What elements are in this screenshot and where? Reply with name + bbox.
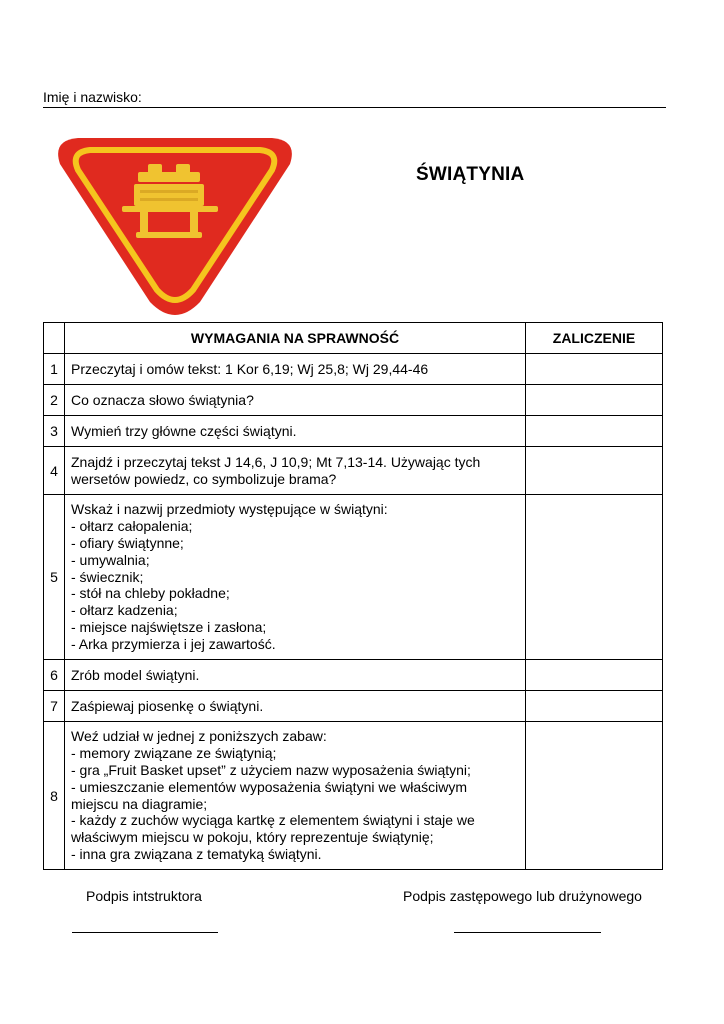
completion-cell[interactable]	[526, 385, 663, 416]
requirement-text	[65, 354, 526, 385]
row-number: 6	[44, 660, 65, 691]
table-row	[44, 495, 663, 660]
table-row	[44, 385, 663, 416]
requirement-line: - stół na chleby pokładne;	[71, 585, 230, 602]
completion-cell[interactable]	[526, 354, 663, 385]
requirement-line: Znajdź i przeczytaj tekst J 14,6, J 10,9; Mt 7,13-14. Używając tych	[71, 453, 481, 470]
requirement-line: wersetów powiedz, co symbolizuje brama?	[71, 470, 337, 487]
table-row	[44, 354, 663, 385]
requirement-line: - gra „Fruit Basket upset” z użyciem nazw wyposażenia świątyni;	[71, 761, 471, 778]
requirement-line: - Arka przymierza i jej zawartość.	[71, 635, 276, 652]
completion-cell[interactable]	[526, 722, 663, 870]
row-number: 5	[44, 495, 65, 660]
table-row	[44, 416, 663, 447]
requirement-line: właściwym miejscu w pokoju, który reprezentuje świątynię;	[71, 829, 434, 846]
requirement-line: - ołtarz całopalenia;	[71, 518, 193, 535]
badge-emblem	[50, 132, 300, 322]
completion-cell[interactable]	[526, 416, 663, 447]
header-completion: ZALICZENIE	[526, 323, 663, 354]
requirement-text	[65, 691, 526, 722]
requirement-line: - świecznik;	[71, 568, 144, 585]
requirement-text	[65, 416, 526, 447]
row-number: 2	[44, 385, 65, 416]
requirement-line: - ofiary świątynne;	[71, 535, 184, 551]
table-row	[44, 691, 663, 722]
requirement-text	[65, 385, 526, 416]
leader-signature-label: Podpis zastępowego lub drużynowego	[403, 888, 642, 904]
completion-cell[interactable]	[526, 495, 663, 660]
header-num	[44, 323, 65, 354]
requirement-line: Zaśpiewaj piosenkę o świątyni.	[71, 697, 264, 714]
requirement-line: Wskaż i nazwij przedmioty występujące w świątyni:	[71, 501, 388, 518]
requirement-text	[65, 722, 526, 870]
requirement-line: - umywalnia;	[71, 551, 150, 568]
requirement-line: - każdy z zuchów wyciąga kartkę z elementem świątyni i staje we	[71, 812, 475, 829]
completion-cell[interactable]	[526, 691, 663, 722]
row-number: 8	[44, 722, 65, 870]
header-requirements: WYMAGANIA NA SPRAWNOŚĆ	[65, 323, 526, 354]
leader-signature-line[interactable]	[454, 932, 601, 933]
page-title: ŚWIĄTYNIA	[416, 164, 525, 185]
requirement-line: - memory związane ze świątynią;	[71, 745, 277, 762]
name-field[interactable]	[43, 88, 666, 108]
requirement-line: - ołtarz kadzenia;	[71, 602, 178, 619]
completion-cell[interactable]	[526, 447, 663, 495]
requirement-line: Weź udział w jednej z poniższych zabaw:	[71, 728, 327, 745]
row-number: 4	[44, 447, 65, 495]
requirement-line: Wymień trzy główne części świątyni.	[71, 422, 297, 439]
table-row	[44, 447, 663, 495]
requirement-text	[65, 447, 526, 495]
row-number: 1	[44, 354, 65, 385]
instructor-signature-line[interactable]	[72, 932, 218, 933]
row-number: 7	[44, 691, 65, 722]
requirement-line: Zrób model świątyni.	[71, 666, 200, 683]
name-label: Imię i nazwisko:	[43, 89, 142, 105]
instructor-signature-label: Podpis intstruktora	[86, 888, 202, 904]
requirement-line: Co oznacza słowo świątynia?	[71, 391, 254, 408]
requirement-text	[65, 660, 526, 691]
requirement-text	[65, 495, 526, 660]
table-row	[44, 660, 663, 691]
table-row	[44, 722, 663, 870]
requirements-table	[43, 322, 663, 870]
requirement-line: Przeczytaj i omów tekst: 1 Kor 6,19; Wj 25,8; Wj 29,44-46	[71, 360, 429, 377]
completion-cell[interactable]	[526, 660, 663, 691]
requirement-line: miejscu na diagramie;	[71, 795, 208, 812]
table-header-row	[44, 323, 663, 354]
requirement-line: - inna gra związana z tematyką świątyni.	[71, 845, 322, 862]
requirement-line: - umieszczanie elementów wyposażenia świątyni we właściwym	[71, 778, 468, 795]
requirement-line: - miejsce najświętsze i zasłona;	[71, 618, 267, 635]
row-number: 3	[44, 416, 65, 447]
badge-outer	[58, 138, 292, 315]
